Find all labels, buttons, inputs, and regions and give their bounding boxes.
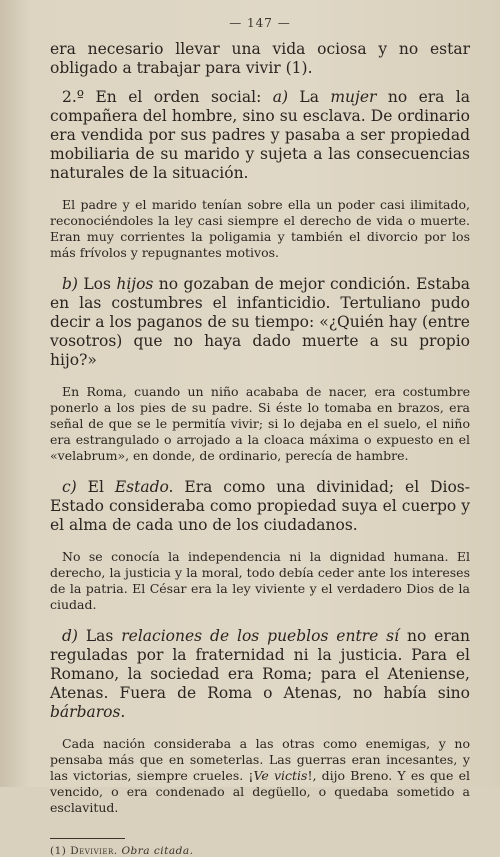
section-lead: 2.º En el orden social: [62,88,273,106]
footnote-marker: (1) [50,845,71,857]
paragraph-text: era necesario llevar una vida ociosa y no estar obligado a trabajar para vivir (1). [50,40,470,77]
text-fragment: Las [77,627,122,645]
paragraph-text: !, dijo Breno. Y es que el vencido, o era condenado al degüello, o quedaba sometido a esclavitud. [50,768,470,815]
footnote-divider [50,838,125,839]
paragraph-text: No se conocía la independencia ni la dignidad humana. El derecho, la justicia y la moral, todo debía ceder ante los intereses de la patria. El César era la ley viviente y el verdadero Dios de la ciudad. [50,549,470,612]
page-number: — 147 — [229,16,291,30]
item-letter-a: a) [272,88,288,106]
paragraph-independence [50,549,470,613]
paragraph-text: no eran reguladas por la fraternidad ni la justicia. Para el Romano, la sociedad era Roma; para el Ateniense, Atenas. Fuera de Roma o Atenas, no había sino [50,627,470,702]
paragraph-continuation [50,40,470,78]
item-letter-b: b) [62,275,78,293]
paragraph-rome-newborn [50,384,470,464]
paragraph-text: El padre y el marido tenían sobre ella un poder casi ilimitado, reconociéndoles la ley casi siempre el derecho de vida o muerte. Eran muy corrientes la poligamia y también el divorcio por los más frívolos y repugnantes motivos. [50,197,470,260]
paragraph-text: Cada nación consideraba a las otras como enemigas, y no pensaba más que en someterlas. Las guerras eran incesantes, y las victorias, siempre crueles. ¡ [50,736,470,783]
footnote [50,845,470,857]
footnote-author: Devivier. [70,845,118,857]
paragraph-text: Era como una divinidad; el Dios-Estado consideraba como propiedad suya el cuerpo y el alma de cada uno de los ciudadanos. [50,478,470,534]
item-letter-c: c) [62,478,77,496]
paragraph-text: no era la compañera del hombre, sino su esclava. De ordinario era vendida por sus padres y pasaba a ser propiedad mobiliaria de su marido y sujeta a las consecuencias naturales de la situación. [50,88,470,182]
emphasis-estado: Estado. [114,478,174,496]
paragraph-relations [50,627,470,722]
paragraph-nations [50,736,470,816]
paragraph-children [50,275,470,370]
emphasis-barbaros: bárbaros. [50,703,126,721]
paragraph-text: En Roma, cuando un niño acababa de nacer, era costumbre ponerlo a los pies de su padre. Si éste lo tomaba en brazos, era señal de que se le permitía vivir; si lo dejaba en el suelo, el niño era estrangulado o arrojado a la cloaca máxima o expuesto en el «velabrum», en donde, de ordinario, perecía de hambre. [50,384,470,463]
emphasis-mujer: mujer [330,88,377,106]
paragraph-father-husband [50,197,470,261]
paragraph-state [50,478,470,535]
emphasis-relaciones: relaciones de los pueblos entre sí [121,627,400,645]
footnote-work: Obra citada. [117,845,194,857]
text-fragment: El [76,478,115,496]
paragraph-text: no gozaban de mejor condición. Estaba en las costumbres el infanticidio. Tertuliano pudo decir a los paganos de su tiempo: «¿Quién hay (entre vosotros) que no haya dado muerte a su propio hijo?» [50,275,470,369]
emphasis-ve-victis: Ve victis [253,768,308,783]
emphasis-hijos: hijos [116,275,154,293]
paragraph-social-order [50,88,470,183]
text-fragment: La [288,88,331,106]
text-fragment: Los [77,275,117,293]
item-letter-d: d) [62,627,78,645]
